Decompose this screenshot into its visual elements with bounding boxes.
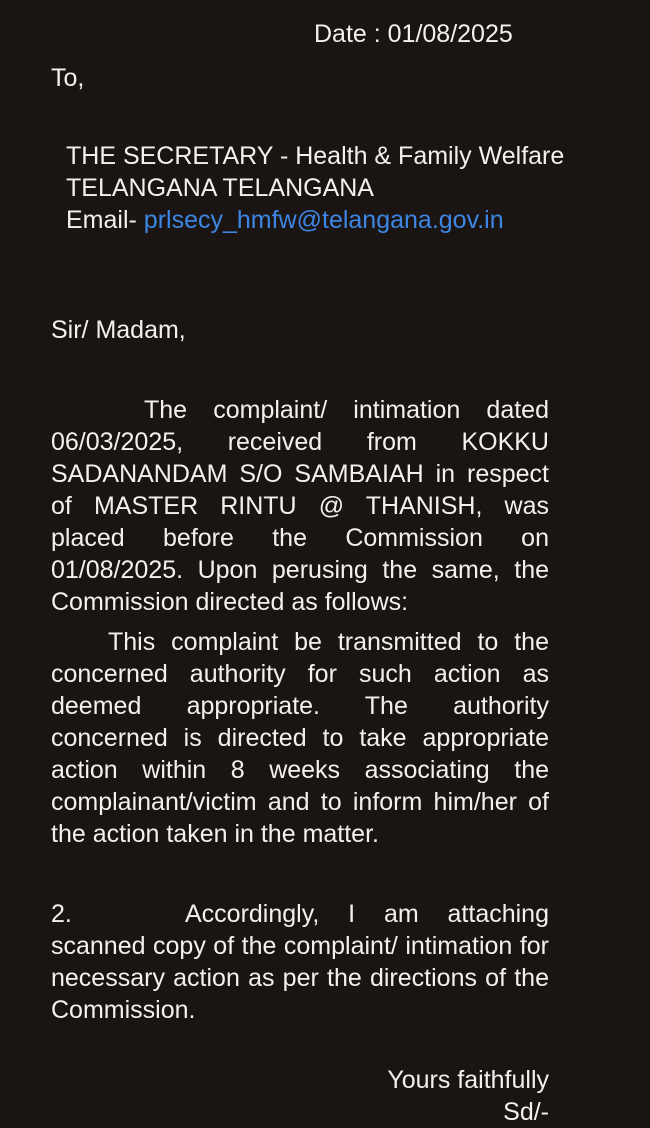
salutation: Sir/ Madam, bbox=[51, 316, 186, 344]
closing: Yours faithfully bbox=[387, 1066, 549, 1094]
paragraph-number: 2. bbox=[51, 900, 72, 928]
email-link[interactable]: prlsecy_hmfw@telangana.gov.in bbox=[143, 206, 504, 234]
letter-date: Date : 01/08/2025 bbox=[314, 20, 513, 48]
recipient-to: To, bbox=[51, 64, 85, 92]
paragraph-commission-direction: This complaint be transmitted to the concerned authority for such action as deemed appropriate. The authority concerned is directed to take appropriate action within 8 weeks associating the complainant/victim and to inform him/her of the action taken in the matter. bbox=[51, 628, 549, 848]
recipient-designation: THE SECRETARY - Health & Family Welfare bbox=[66, 142, 565, 170]
recipient-email-line bbox=[66, 204, 504, 236]
recipient-state: TELANGANA TELANGANA bbox=[66, 174, 374, 202]
paragraph-attachment bbox=[51, 898, 549, 1026]
paragraph-complaint-intro: The complaint/ intimation dated 06/03/2025, received from KOKKU SADANANDAM S/O SAMBAIAH in respect of MASTER RINTU @ THANISH, was placed before the Commission on 01/08/2025. Upon perusing the same, the Commission directed as follows: bbox=[51, 396, 549, 616]
signature: Sd/- bbox=[503, 1098, 549, 1126]
paragraph-attachment-text: Accordingly, I am attaching scanned copy of the complaint/ intimation for necessary action as per the directions of the Commission. bbox=[51, 900, 549, 1024]
email-label: Email- bbox=[66, 206, 144, 234]
